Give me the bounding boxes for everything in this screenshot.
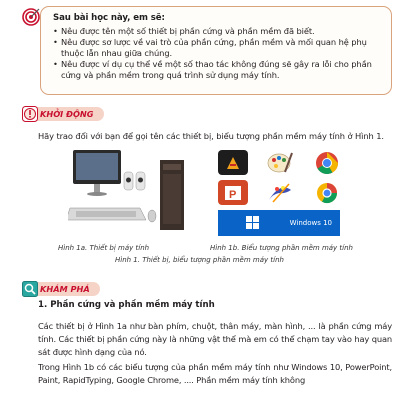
objectives-list [53,26,383,81]
paragraph-1: Các thiết bị ở Hình 1a như bàn phím, chuột, thân máy, màn hình, ... là phần cứng máy tính. Các thiết bị phần cứng này là những vật thể mà em có thể chạm tay vào hay quan sát được hình dạng của nó. [38,321,392,357]
windows-logo-icon [246,216,260,230]
software-icons-panel [215,150,345,238]
warmup-label: KHỞI ĐỘNG [36,107,104,121]
windows-label: Windows 10 [289,219,332,227]
warmup-header [22,105,104,123]
exclamation-badge-icon [22,106,38,122]
objective-item: • Nêu được tên một số thiết bị phần cứng và phần mềm đã biết. [53,26,383,37]
paint-palette-icon [265,180,295,205]
objectives-box [40,6,392,95]
section-title: 1. Phần cứng và phần mềm máy tính [38,300,215,310]
explore-label: KHÁM PHÁ [36,282,100,296]
svg-text:P: P [229,188,237,201]
caption-1a: Hình 1a. Thiết bị máy tính [58,244,150,252]
target-icon [22,8,40,26]
paint-icon [265,150,295,175]
google-chrome-icon [312,150,342,175]
objective-item: • Nêu được sơ lược về vai trò của phần cứng, phần mềm và mối quan hệ phụ thuộc lẫn nhau giữa chúng. [53,37,383,59]
objective-item: • Nêu được ví dụ cụ thể về một số thao tác không đúng sẽ gây ra lỗi cho phần cứng và phần mềm trong quá trình sử dụng máy tính. [53,59,383,81]
windows-10-tile [218,210,340,236]
caption-main: Hình 1. Thiết bị, biểu tượng phần mềm máy tính [115,256,284,264]
caption-1b: Hình 1b. Biểu tượng phần mềm máy tính [210,244,353,252]
rapidtyping-icon [218,150,248,175]
explore-header [22,280,100,298]
chrome-app-icon [312,180,342,205]
paragraph-2: Trong Hình 1b có các biểu tượng của phần mềm máy tính như Windows 10, PowerPoint, Paint, RapidTyping, Google Chrome, .... Phần mềm máy tính không [38,362,392,385]
computer-devices-image [68,146,193,238]
powerpoint-icon [218,180,248,205]
objectives-title: Sau bài học này, em sẽ: [53,13,165,23]
warmup-prompt: Hãy trao đổi với bạn để gọi tên các thiết bị, biểu tượng phần mềm máy tính ở Hình 1. [38,131,384,141]
magnifier-badge-icon [22,281,38,297]
